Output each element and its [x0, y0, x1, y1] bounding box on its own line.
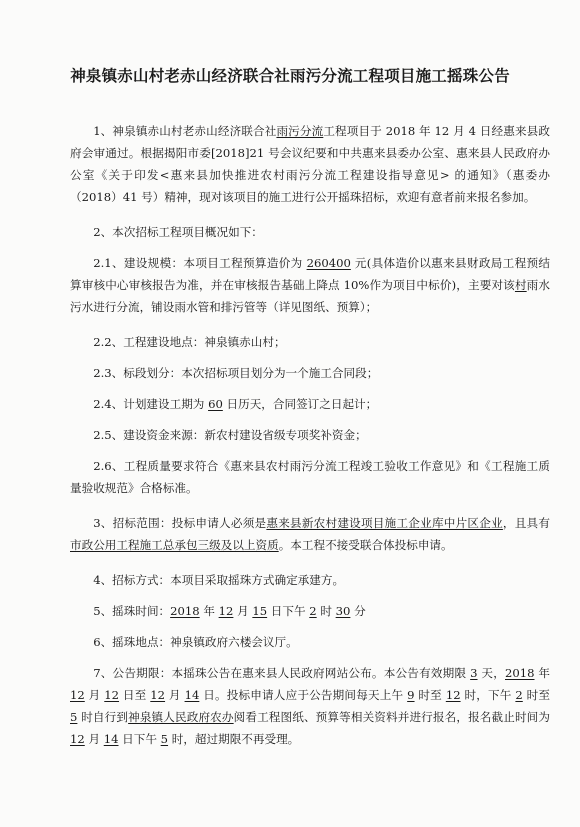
paragraph-2-5: 2.5、建设资金来源：新农村建设省级专项奖补资金； — [93, 428, 367, 442]
paragraph-2-4: 2.4、计划建设工期为 60 日历天，合同签订之日起计； — [93, 397, 378, 411]
paragraph-2-2: 2.2、工程建设地点：神泉镇赤山村； — [93, 335, 286, 349]
underlined-text: 60 — [208, 397, 223, 411]
underlined-text: 市政公用工程施工总承包三级及以上资质 — [70, 538, 279, 552]
paragraph-3: 3、招标范围：投标申请人必须是惠来县新农村建设项目施工企业库中片区企业，且具有市政公用工程施工总承包三级及以上资质。本工程不接受联合体投标申请。 — [70, 516, 550, 552]
paragraph-2: 2、本次招标工程项目概况如下： — [93, 225, 263, 239]
paragraph-2-3: 2.3、标段划分：本次招标项目划分为一个施工合同段； — [93, 366, 379, 380]
underlined-text: 神泉镇人民政府农办 — [128, 710, 234, 724]
paragraph-5: 5、摇珠时间：2018 年 12 月 15 日下午 2 时 30 分 — [93, 604, 366, 618]
paragraph-1: 1、神泉镇赤山村老赤山经济联合社雨污分流工程项目于 2018 年 12 月 4 日经惠来县政府会审通过。根据揭阳市委[2018]21 号会议纪要和中共惠来县委办公室、惠来县人民政府办公室《关于印发<惠来县加快推进农村雨污分流工程建设指导意见> 的通知》（惠委办（2018）41 号）精神，现对该项目的施工进行公开摇珠招标，欢迎有意者前来报名参加。 — [70, 124, 550, 204]
underlined-text: 惠来县新农村建设项目施工企业库中片区企业 — [266, 516, 503, 530]
underlined-text: 村 — [514, 278, 527, 292]
underlined-text: 雨污分流 — [276, 124, 324, 138]
document-body — [70, 120, 550, 763]
document-title: 神泉镇赤山村老赤山经济联合社雨污分流工程项目施工摇珠公告 — [70, 67, 510, 85]
paragraph-2-6: 2.6、工程质量要求符合《惠来县农村雨污分流工程竣工验收工作意见》和《工程施工质量验收规范》合格标准。 — [70, 459, 550, 495]
paragraph-4: 4、招标方式：本项目采取摇珠方式确定承建方。 — [93, 573, 345, 587]
paragraph-7: 7、公告期限：本摇珠公告在惠来县人民政府网站公布。本公告有效期限 3 天，2018 年 12 月 12 日至 12 月 14 日。投标申请人应于公告期间每天上午 9 时至 12 时，下午 2 时至 5 时自行到神泉镇人民政府农办阅看工程图纸、预算等相关资料并进行报名，报名截止时间为 12 月 14 日下午 5 时，超过期限不再受理。 — [70, 666, 551, 746]
paragraph-6: 6、摇珠地点：神泉镇政府六楼会议厅。 — [93, 635, 298, 649]
underlined-text: 260400 — [306, 256, 351, 270]
paragraph-2-1: 2.1、建设规模：本项目工程预算造价为 260400 元(具体造价以惠来县财政局工程预结算审核中心审核报告为准，并在审核报告基础上降点 10%作为项目中标价)，主要对该村雨水污水进行分流，铺设雨水管和排污管等（详见图纸、预算）； — [70, 256, 550, 314]
